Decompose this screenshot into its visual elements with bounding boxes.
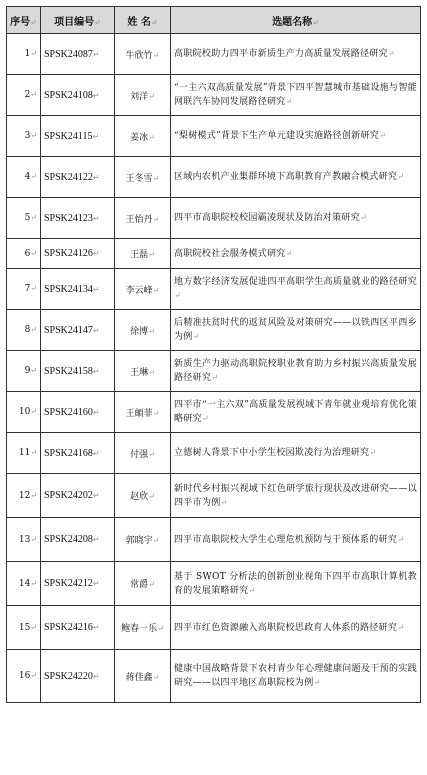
row-topic-title-text: “一主六双高质量发展”背景下四平智慧城市基础设施与智能网联汽车协同发展路径研究 bbox=[174, 83, 417, 107]
header-name: 姓 名↵ bbox=[115, 7, 171, 34]
row-person-name bbox=[115, 116, 171, 157]
row-no bbox=[7, 34, 41, 75]
row-topic-title bbox=[171, 606, 421, 650]
paragraph-mark: ↵ bbox=[201, 414, 209, 423]
row-topic-title bbox=[171, 474, 421, 518]
row-topic-title bbox=[171, 650, 421, 703]
row-no-text: 4 bbox=[24, 172, 31, 182]
paragraph-mark: ↵ bbox=[152, 285, 160, 295]
row-person-name bbox=[115, 392, 171, 433]
row-no bbox=[7, 75, 41, 116]
row-person-name-text: 王冬雪 bbox=[125, 173, 153, 184]
row-no bbox=[7, 310, 41, 351]
paragraph-mark: ↵ bbox=[30, 407, 37, 416]
table-row bbox=[7, 518, 421, 562]
table-row bbox=[7, 116, 421, 157]
paragraph-mark: ↵ bbox=[148, 367, 155, 377]
row-topic-title bbox=[171, 433, 421, 474]
table-row bbox=[7, 650, 421, 703]
row-project-code-text: SPSK24160 bbox=[44, 406, 93, 418]
row-person-name-text: 郭晓宇 bbox=[125, 536, 153, 546]
row-person-name-text: 王怡丹 bbox=[125, 214, 153, 225]
row-no bbox=[7, 518, 41, 562]
paragraph-mark: ↵ bbox=[30, 534, 37, 544]
paragraph-mark: ↵ bbox=[30, 49, 37, 58]
row-no-text: 1 bbox=[24, 49, 31, 59]
row-no bbox=[7, 606, 41, 650]
paragraph-mark: ↵ bbox=[92, 90, 100, 100]
paragraph-mark: ↵ bbox=[30, 448, 37, 457]
row-topic-title-text: 四平市红色资源融入高职院校思政育人体系的路径研究 bbox=[174, 622, 398, 633]
row-project-code-text: SPSK24202 bbox=[44, 490, 93, 501]
header-no: 序号↵ bbox=[7, 7, 41, 34]
row-no-text: 8 bbox=[24, 325, 31, 335]
row-no bbox=[7, 157, 41, 198]
row-project-code-text: SPSK24208 bbox=[44, 534, 93, 545]
paragraph-mark: ↵ bbox=[148, 449, 155, 459]
row-topic-title bbox=[171, 198, 421, 239]
paragraph-mark: ↵ bbox=[192, 332, 200, 341]
paragraph-mark: ↵ bbox=[92, 131, 100, 141]
row-topic-title-text: 健康中国战略背景下农村青少年心理健康问题及干预的实践研究——以四平地区高职院校为例 bbox=[174, 664, 417, 688]
row-no-text: 10 bbox=[18, 407, 31, 417]
row-project-code bbox=[41, 650, 115, 703]
paragraph-mark: ↵ bbox=[285, 97, 293, 106]
paragraph-mark: ↵ bbox=[152, 173, 160, 183]
row-project-code bbox=[41, 116, 115, 157]
row-topic-title bbox=[171, 351, 421, 392]
table-row bbox=[7, 198, 421, 239]
paragraph-mark: ↵ bbox=[30, 284, 37, 293]
paragraph-mark: ↵ bbox=[92, 623, 100, 632]
row-topic-title-text: 新时代乡村振兴视域下红色研学旅行现状及改进研究——以四平市为例 bbox=[174, 483, 417, 508]
row-no-text: 15 bbox=[18, 622, 31, 633]
paragraph-mark: ↵ bbox=[92, 491, 100, 500]
row-project-code-text: SPSK24212 bbox=[44, 578, 93, 589]
table-row bbox=[7, 474, 421, 518]
paragraph-mark: ↵ bbox=[379, 131, 387, 140]
row-no-text: 6 bbox=[24, 248, 31, 259]
row-topic-title-text: 基于 SWOT 分析法的创新创业视角下四平市高职计算机教育的发展策略研究 bbox=[174, 571, 417, 596]
row-project-code-text: SPSK24087 bbox=[44, 48, 93, 60]
table-row bbox=[7, 433, 421, 474]
row-topic-title-text: 新质生产力驱动高职院校职业教育助力乡村振兴高质量发展路径研究 bbox=[174, 359, 417, 383]
paragraph-mark: ↵ bbox=[92, 284, 100, 294]
row-project-code bbox=[41, 562, 115, 606]
paragraph-mark: ↵ bbox=[369, 448, 377, 457]
row-person-name-text: 付强 bbox=[130, 449, 149, 460]
row-person-name bbox=[115, 269, 171, 310]
paragraph-mark: ↵ bbox=[387, 49, 395, 58]
row-no bbox=[7, 351, 41, 392]
paragraph-mark: ↵ bbox=[92, 172, 100, 182]
paragraph-mark: ↵ bbox=[30, 366, 37, 375]
table-row bbox=[7, 269, 421, 310]
paragraph-mark: ↵ bbox=[30, 172, 37, 181]
row-no-text: 5 bbox=[24, 213, 31, 223]
row-project-code bbox=[41, 198, 115, 239]
row-topic-title-text: 区域内农机产业集群环境下高职教育产教融合模式研究 bbox=[174, 172, 398, 182]
row-topic-title-text: “梨树模式”背景下生产单元建设实施路径创新研究 bbox=[174, 131, 380, 141]
row-project-code-text: SPSK24123 bbox=[44, 212, 93, 224]
row-project-code bbox=[41, 392, 115, 433]
paragraph-mark: ↵ bbox=[397, 534, 405, 544]
row-project-code bbox=[41, 518, 115, 562]
paragraph-mark: ↵ bbox=[157, 624, 164, 633]
paragraph-mark: ↵ bbox=[148, 492, 155, 501]
row-topic-title bbox=[171, 116, 421, 157]
row-person-name bbox=[115, 239, 171, 269]
row-project-code bbox=[41, 474, 115, 518]
table-row bbox=[7, 310, 421, 351]
row-topic-title-text: 立德树人背景下中小学生校园欺凌行为治理研究 bbox=[174, 448, 370, 458]
row-person-name-text: 王頔菲 bbox=[125, 408, 153, 419]
row-person-name bbox=[115, 198, 171, 239]
row-no-text: 3 bbox=[24, 131, 31, 141]
paragraph-mark: ↵ bbox=[152, 536, 160, 545]
row-topic-title bbox=[171, 392, 421, 433]
row-topic-title bbox=[171, 310, 421, 351]
table-row bbox=[7, 75, 421, 116]
row-no bbox=[7, 392, 41, 433]
row-no-text: 9 bbox=[24, 366, 31, 376]
paragraph-mark: ↵ bbox=[152, 408, 160, 418]
row-topic-title bbox=[171, 75, 421, 116]
row-project-code bbox=[41, 269, 115, 310]
paragraph-mark: ↵ bbox=[211, 373, 219, 382]
row-topic-title bbox=[171, 518, 421, 562]
row-no bbox=[7, 239, 41, 269]
paragraph-mark: ↵ bbox=[148, 132, 155, 142]
paragraph-mark: ↵ bbox=[148, 580, 155, 589]
paragraph-mark: ↵ bbox=[152, 672, 160, 682]
paragraph-mark: ↵ bbox=[92, 448, 100, 458]
row-project-code-text: SPSK24147 bbox=[44, 324, 93, 336]
paragraph-mark: ↵ bbox=[92, 325, 100, 335]
table-row bbox=[7, 351, 421, 392]
header-code: 项目编号↵ bbox=[41, 7, 115, 34]
row-topic-title bbox=[171, 34, 421, 75]
row-no-text: 16 bbox=[18, 671, 31, 681]
row-person-name-text: 王琳 bbox=[130, 367, 149, 378]
row-topic-title-text: 地方数字经济发展促进四平高职学生高质量就业的路径研究 bbox=[174, 277, 417, 287]
row-no bbox=[7, 269, 41, 310]
paragraph-mark: ↵ bbox=[248, 585, 256, 595]
row-no-text: 2 bbox=[24, 90, 31, 100]
table-row bbox=[7, 562, 421, 606]
row-project-code bbox=[41, 34, 115, 75]
row-person-name-text: 鲍春一乐 bbox=[121, 624, 158, 634]
row-topic-title-text: 四平市高职院校大学生心理危机预防与干预体系的研究 bbox=[174, 534, 398, 545]
row-project-code bbox=[41, 75, 115, 116]
row-topic-title-text: 四平市“一主六双”高质量发展视域下青年就业观培育优化策略研究 bbox=[174, 400, 417, 424]
paragraph-mark: ↵ bbox=[148, 91, 155, 101]
row-project-code-text: SPSK24134 bbox=[44, 283, 93, 295]
row-topic-title bbox=[171, 157, 421, 198]
table-row bbox=[7, 34, 421, 75]
row-person-name bbox=[115, 606, 171, 650]
row-topic-title bbox=[171, 269, 421, 310]
row-project-code-text: SPSK24122 bbox=[44, 171, 93, 183]
row-project-code bbox=[41, 606, 115, 650]
row-no-text: 12 bbox=[18, 490, 31, 501]
row-no bbox=[7, 474, 41, 518]
row-no-text: 13 bbox=[18, 534, 31, 545]
row-person-name bbox=[115, 157, 171, 198]
row-person-name bbox=[115, 518, 171, 562]
paragraph-mark: ↵ bbox=[30, 90, 37, 99]
row-person-name bbox=[115, 34, 171, 75]
table-header-row bbox=[7, 7, 421, 34]
row-no-text: 11 bbox=[18, 448, 31, 458]
row-person-name-text: 姜冰 bbox=[130, 132, 149, 143]
row-person-name bbox=[115, 351, 171, 392]
row-person-name bbox=[115, 433, 171, 474]
paragraph-mark: ↵ bbox=[152, 214, 160, 224]
paragraph-mark: ↵ bbox=[30, 671, 37, 680]
row-topic-title-text: 后精准扶贫时代的返贫风险及对策研究——以铁西区平西乡为例 bbox=[174, 318, 417, 342]
row-project-code bbox=[41, 157, 115, 198]
paragraph-mark: ↵ bbox=[92, 213, 100, 223]
row-no bbox=[7, 650, 41, 703]
row-project-code bbox=[41, 239, 115, 269]
row-person-name-text: 赵欣 bbox=[130, 492, 149, 502]
row-person-name bbox=[115, 75, 171, 116]
table-row bbox=[7, 606, 421, 650]
paragraph-mark: ↵ bbox=[30, 248, 37, 258]
row-project-code-text: SPSK24168 bbox=[44, 447, 93, 459]
row-project-code-text: SPSK24126 bbox=[44, 248, 93, 259]
paragraph-mark: ↵ bbox=[360, 213, 368, 222]
paragraph-mark: ↵ bbox=[397, 622, 405, 632]
header-title: 选题名称↵ bbox=[171, 7, 421, 34]
row-project-code-text: SPSK24108 bbox=[44, 89, 93, 101]
row-no bbox=[7, 198, 41, 239]
row-person-name bbox=[115, 310, 171, 351]
row-no bbox=[7, 562, 41, 606]
paragraph-mark: ↵ bbox=[148, 250, 155, 259]
row-person-name-text: 李云峰 bbox=[125, 285, 153, 296]
row-person-name-text: 蒋佳鑫 bbox=[125, 672, 153, 683]
paragraph-mark: ↵ bbox=[92, 671, 100, 681]
table-row bbox=[7, 157, 421, 198]
paragraph-mark: ↵ bbox=[92, 535, 100, 544]
row-no-text: 7 bbox=[24, 284, 31, 294]
paragraph-mark: ↵ bbox=[313, 678, 321, 687]
row-person-name-text: 徐博 bbox=[130, 326, 149, 337]
paragraph-mark: ↵ bbox=[92, 579, 100, 588]
row-person-name-text: 王磊 bbox=[130, 250, 149, 260]
row-no bbox=[7, 116, 41, 157]
row-topic-title-text: 高职院校社会服务模式研究 bbox=[174, 248, 286, 259]
paragraph-mark: ↵ bbox=[92, 366, 100, 376]
paragraph-mark: ↵ bbox=[30, 622, 37, 632]
paragraph-mark: ↵ bbox=[148, 326, 155, 336]
row-person-name-text: 常爵 bbox=[130, 580, 149, 590]
paragraph-mark: ↵ bbox=[92, 407, 100, 417]
row-project-code-text: SPSK24115 bbox=[44, 130, 93, 142]
paragraph-mark: ↵ bbox=[92, 249, 100, 258]
row-person-name-text: 刘洋 bbox=[130, 91, 149, 102]
row-project-code-text: SPSK24158 bbox=[44, 365, 93, 377]
row-no-text: 14 bbox=[18, 578, 31, 589]
paragraph-mark: ↵ bbox=[30, 325, 37, 334]
table-body bbox=[7, 34, 421, 703]
row-project-code-text: SPSK24220 bbox=[44, 670, 93, 682]
row-topic-title bbox=[171, 239, 421, 269]
row-topic-title bbox=[171, 562, 421, 606]
paragraph-mark: ↵ bbox=[174, 291, 182, 300]
row-project-code-text: SPSK24216 bbox=[44, 622, 93, 633]
paragraph-mark: ↵ bbox=[30, 213, 37, 222]
paragraph-mark: ↵ bbox=[285, 248, 293, 258]
project-list-table bbox=[6, 6, 421, 703]
paragraph-mark: ↵ bbox=[220, 497, 228, 507]
paragraph-mark: ↵ bbox=[397, 172, 405, 181]
row-person-name bbox=[115, 474, 171, 518]
paragraph-mark: ↵ bbox=[30, 131, 37, 140]
table-row bbox=[7, 239, 421, 269]
paragraph-mark: ↵ bbox=[30, 578, 37, 588]
paragraph-mark: ↵ bbox=[92, 49, 100, 59]
row-topic-title-text: 四平市高职院校校园霸凌现状及防治对策研究 bbox=[174, 213, 361, 223]
row-project-code bbox=[41, 310, 115, 351]
row-project-code bbox=[41, 433, 115, 474]
paragraph-mark: ↵ bbox=[30, 490, 37, 500]
row-topic-title-text: 高职院校助力四平市新质生产力高质量发展路径研究 bbox=[174, 49, 388, 59]
row-person-name-text: 牛欣竹 bbox=[125, 50, 153, 61]
table-row bbox=[7, 392, 421, 433]
paragraph-mark: ↵ bbox=[152, 50, 160, 60]
row-project-code bbox=[41, 351, 115, 392]
row-no bbox=[7, 433, 41, 474]
row-person-name bbox=[115, 562, 171, 606]
row-person-name bbox=[115, 650, 171, 703]
